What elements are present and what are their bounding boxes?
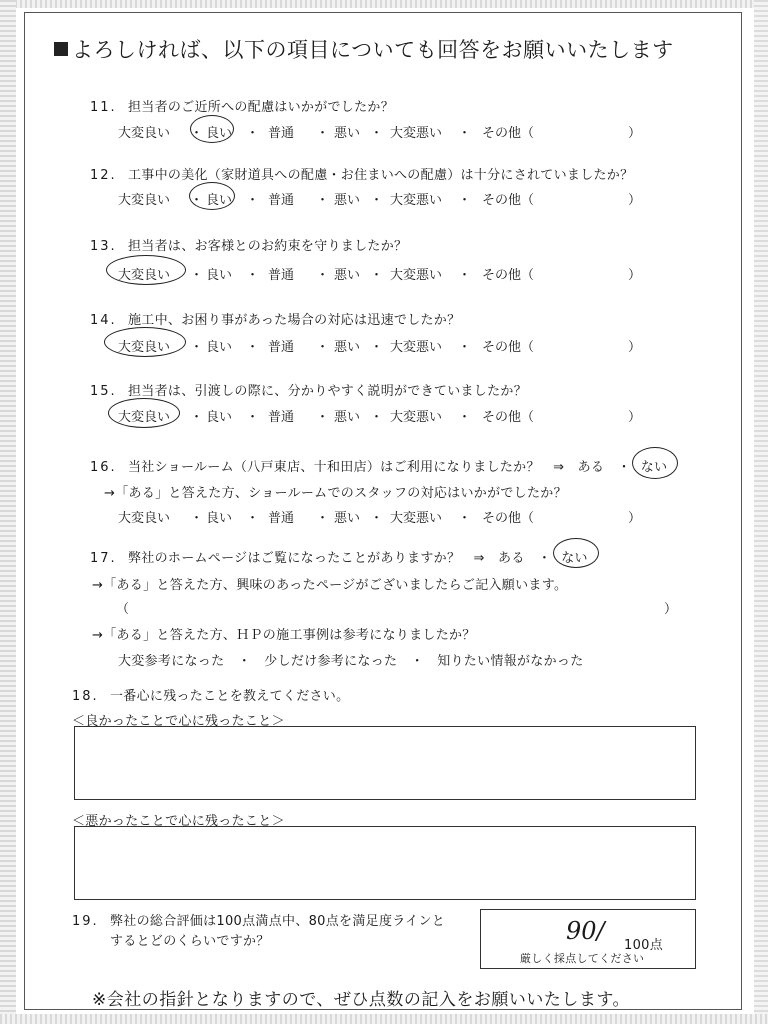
- separator-dot: ・: [316, 126, 330, 141]
- rating-option[interactable]: 良い: [206, 410, 233, 425]
- rating-option[interactable]: その他（: [482, 268, 535, 283]
- page-title: よろしければ、以下の項目についても回答をお願いいたします: [54, 34, 674, 64]
- separator-dot: ・: [370, 410, 384, 425]
- question-19-line2: するとどのくらいですか？: [110, 934, 270, 949]
- question-14: 14. 施工中、お困り事があった場合の対応は迅速でしたか？: [90, 313, 461, 328]
- rating-option[interactable]: 普通: [268, 340, 295, 355]
- separator-dot: ・: [370, 340, 384, 355]
- separator-dot: ・: [190, 126, 204, 141]
- separator-dot: ・: [190, 511, 204, 526]
- question-15: 15. 担当者は、引渡しの際に、分かりやすく説明ができていましたか？: [90, 384, 528, 399]
- rating-option[interactable]: 悪い: [334, 410, 361, 425]
- rating-option[interactable]: 大変悪い: [390, 268, 443, 283]
- question-18: 18. 一番心に残ったことを教えてください。: [72, 689, 350, 704]
- question-19: 19. 弊社の総合評価は100点満点中、80点を満足度ラインと: [72, 914, 446, 929]
- separator-dot: ・: [246, 268, 260, 283]
- good-memory-box[interactable]: [74, 726, 696, 800]
- rating-option[interactable]: 悪い: [334, 126, 361, 141]
- rating-option[interactable]: 大変悪い: [390, 126, 443, 141]
- rating-option[interactable]: 大変良い: [118, 193, 171, 208]
- rating-option[interactable]: 悪い: [334, 193, 361, 208]
- good-memory-label: ＜良かったことで心に残ったこと＞: [72, 714, 285, 729]
- rating-option[interactable]: 普通: [268, 193, 295, 208]
- separator-dot: ・: [190, 340, 204, 355]
- separator-dot: ・: [370, 511, 384, 526]
- rating-option[interactable]: 良い: [206, 126, 233, 141]
- rating-option[interactable]: その他（: [482, 126, 535, 141]
- rating-option[interactable]: 悪い: [334, 340, 361, 355]
- question-16-sub: →「ある」と答えた方、ショールームでのスタッフの対応はいかがでしたか？: [104, 486, 567, 501]
- answer-close-paren: ）: [664, 602, 678, 617]
- separator-dot: ・: [458, 340, 472, 355]
- answer-open-paren: （: [116, 602, 130, 617]
- answer-circle-q16: [632, 447, 678, 479]
- scan-edge-right: [754, 0, 768, 1024]
- rating-option[interactable]: 大変良い: [118, 511, 171, 526]
- score-note: 厳しく採点してください: [520, 952, 645, 965]
- rating-option[interactable]: その他（: [482, 511, 535, 526]
- rating-option[interactable]: ）: [628, 511, 642, 526]
- rating-option[interactable]: その他（: [482, 340, 535, 355]
- question-17-options: 大変参考になった ・ 少しだけ参考になった ・ 知りたい情報がなかった: [118, 654, 584, 669]
- separator-dot: ・: [190, 268, 204, 283]
- scan-edge-top: [0, 0, 768, 8]
- rating-option[interactable]: 普通: [268, 410, 295, 425]
- rating-option[interactable]: ）: [628, 126, 642, 141]
- rating-option[interactable]: 悪い: [334, 268, 361, 283]
- rating-option[interactable]: その他（: [482, 410, 535, 425]
- separator-dot: ・: [316, 410, 330, 425]
- separator-dot: ・: [370, 268, 384, 283]
- rating-option[interactable]: 悪い: [334, 511, 361, 526]
- separator-dot: ・: [316, 511, 330, 526]
- rating-option[interactable]: 大変悪い: [390, 340, 443, 355]
- question-13: 13. 担当者は、お客様とのお約束を守りましたか？: [90, 239, 408, 254]
- bad-memory-label: ＜悪かったことで心に残ったこと＞: [72, 814, 285, 829]
- question-17-sub1: →「ある」と答えた方、興味のあったページがございましたらご記入願います。: [92, 578, 568, 593]
- score-max: 100点: [624, 938, 664, 953]
- rating-option[interactable]: 大変良い: [118, 126, 171, 141]
- separator-dot: ・: [458, 268, 472, 283]
- rating-option[interactable]: 普通: [268, 126, 295, 141]
- question-17-sub2: →「ある」と答えた方、ＨＰの施工事例は参考になりましたか？: [92, 628, 476, 643]
- answer-circle-q15: [108, 398, 180, 428]
- separator-dot: ・: [458, 511, 472, 526]
- rating-option[interactable]: 大変悪い: [390, 410, 443, 425]
- question-11: 11. 担当者のご近所への配慮はいかがでしたか？: [90, 100, 395, 115]
- rating-option[interactable]: 普通: [268, 268, 295, 283]
- separator-dot: ・: [190, 410, 204, 425]
- separator-dot: ・: [370, 193, 384, 208]
- rating-option[interactable]: ）: [628, 410, 642, 425]
- separator-dot: ・: [458, 193, 472, 208]
- rating-option[interactable]: 普通: [268, 511, 295, 526]
- separator-dot: ・: [246, 193, 260, 208]
- separator-dot: ・: [246, 340, 260, 355]
- rating-option[interactable]: 良い: [206, 511, 233, 526]
- scan-edge-left: [0, 0, 16, 1024]
- black-square-icon: [54, 42, 68, 56]
- separator-dot: ・: [370, 126, 384, 141]
- separator-dot: ・: [458, 410, 472, 425]
- separator-dot: ・: [246, 126, 260, 141]
- question-17: 17. 弊社のホームページはご覧になったことがありますか？ ⇒ ある ・ ない: [90, 551, 588, 566]
- separator-dot: ・: [316, 193, 330, 208]
- scan-edge-bottom: [0, 1014, 768, 1024]
- rating-option[interactable]: 大変良い: [118, 268, 171, 283]
- bad-memory-box[interactable]: [74, 826, 696, 900]
- rating-option[interactable]: 大変悪い: [390, 511, 443, 526]
- answer-circle-q12: [189, 182, 235, 210]
- answer-circle-q11: [190, 115, 234, 143]
- separator-dot: ・: [246, 511, 260, 526]
- separator-dot: ・: [458, 126, 472, 141]
- separator-dot: ・: [316, 340, 330, 355]
- rating-option[interactable]: 良い: [206, 268, 233, 283]
- answer-circle-q17: [553, 538, 599, 568]
- answer-circle-q14: [104, 327, 186, 357]
- rating-option[interactable]: ）: [628, 340, 642, 355]
- handwritten-score: 90/: [566, 917, 605, 945]
- question-12: 12. 工事中の美化（家財道具への配慮・お住まいへの配慮）は十分にされていましたか？: [90, 168, 634, 183]
- rating-option[interactable]: ）: [628, 268, 642, 283]
- footer-note: ※会社の指針となりますので、ぜひ点数の記入をお願いいたします。: [92, 990, 631, 1010]
- separator-dot: ・: [246, 410, 260, 425]
- question-16: 16. 当社ショールーム（八戸東店、十和田店）はご利用になりましたか？ ⇒ ある ・ ない: [90, 460, 668, 475]
- rating-option[interactable]: 大変良い: [118, 410, 171, 425]
- separator-dot: ・: [316, 268, 330, 283]
- rating-option[interactable]: その他（: [482, 193, 535, 208]
- rating-option[interactable]: 良い: [206, 193, 233, 208]
- answer-circle-q13: [106, 255, 186, 285]
- rating-option[interactable]: ）: [628, 193, 642, 208]
- separator-dot: ・: [190, 193, 204, 208]
- rating-option[interactable]: 大変良い: [118, 340, 171, 355]
- rating-option[interactable]: 良い: [206, 340, 233, 355]
- rating-option[interactable]: 大変悪い: [390, 193, 443, 208]
